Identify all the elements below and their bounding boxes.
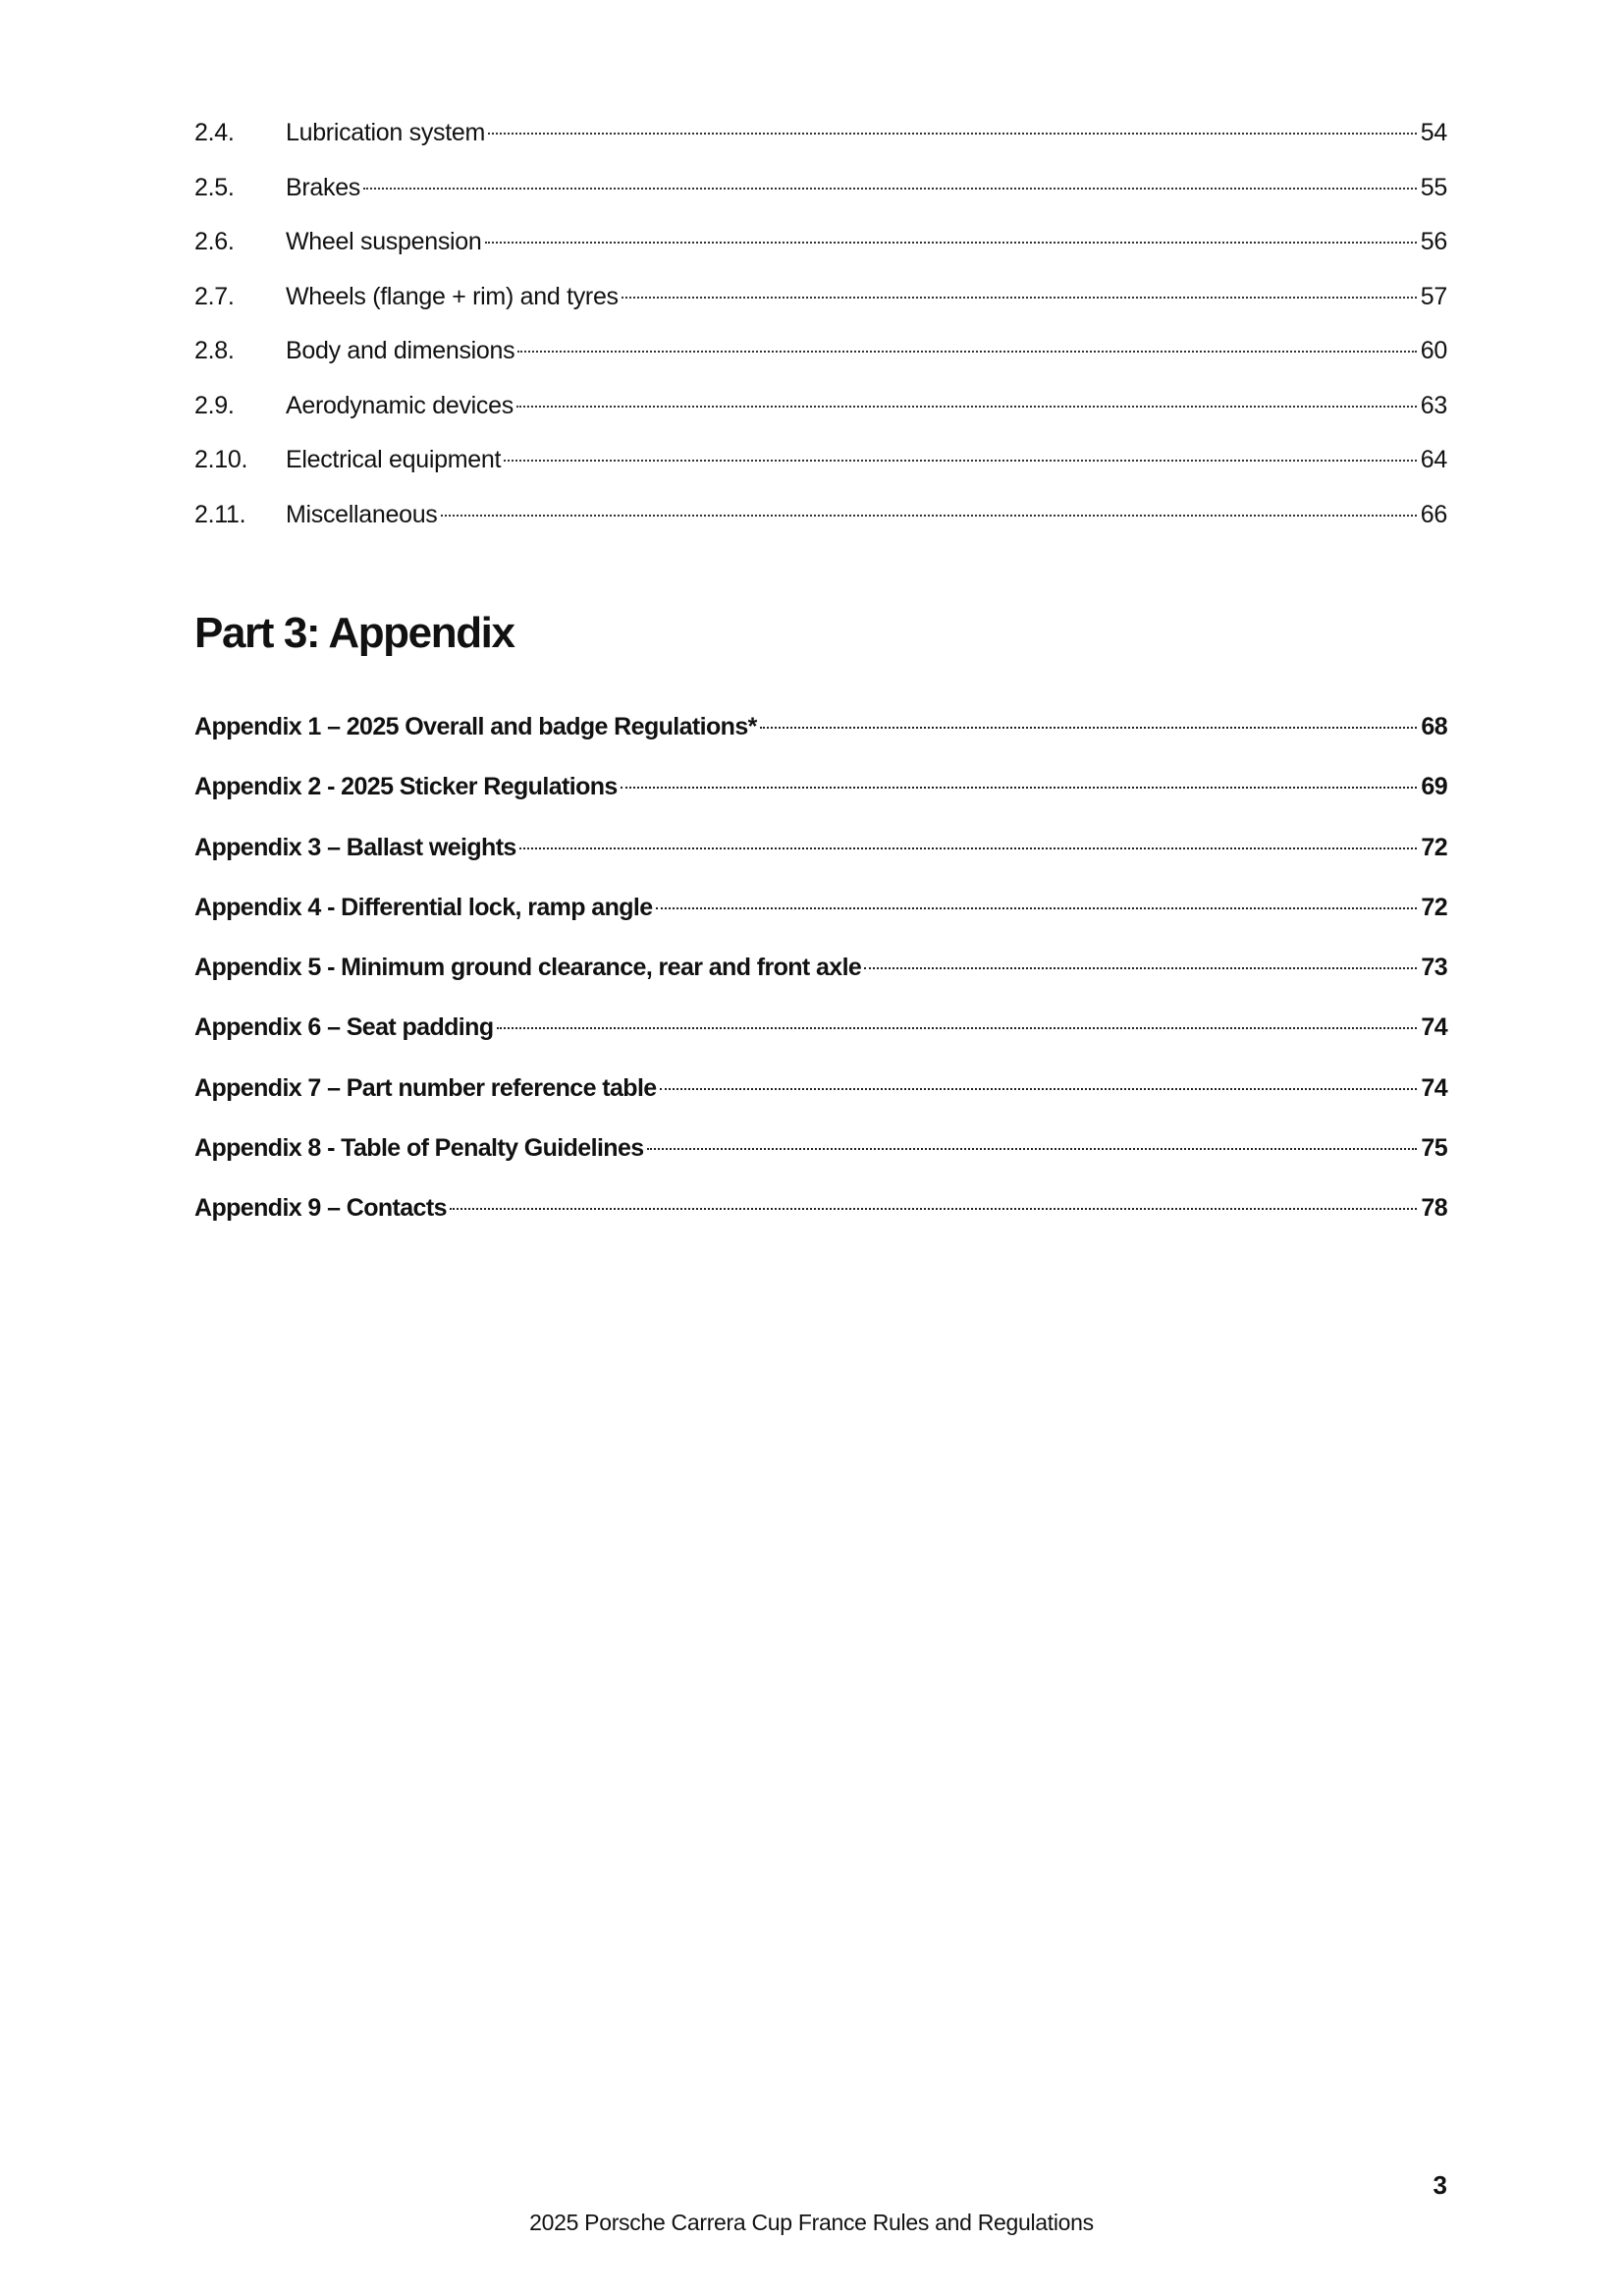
toc-appendix-entry[interactable] bbox=[194, 833, 1447, 893]
dot-leader bbox=[621, 787, 1418, 789]
toc-entry-number: 2.4. bbox=[194, 119, 235, 146]
toc-entry-number: 2.8. bbox=[194, 337, 235, 364]
dot-leader bbox=[516, 406, 1417, 408]
toc-appendix-page: 69 bbox=[1421, 773, 1447, 801]
toc-appendix-entry[interactable] bbox=[194, 1193, 1447, 1253]
toc-entry[interactable] bbox=[194, 118, 1447, 173]
dot-leader bbox=[517, 351, 1416, 353]
toc-entry-page: 56 bbox=[1420, 228, 1447, 255]
toc-entry-title: Wheel suspension bbox=[286, 228, 482, 255]
toc-entry-page: 60 bbox=[1420, 337, 1447, 364]
toc-entry[interactable] bbox=[194, 336, 1447, 391]
toc-entry-page: 66 bbox=[1420, 500, 1447, 528]
toc-entry[interactable] bbox=[194, 227, 1447, 282]
toc-appendix-page: 72 bbox=[1421, 833, 1447, 861]
toc-appendix-page: 68 bbox=[1421, 713, 1447, 740]
toc-appendix-title: Appendix 6 – Seat padding bbox=[194, 1013, 494, 1042]
toc-entry-page: 64 bbox=[1420, 446, 1447, 473]
dot-leader bbox=[647, 1148, 1418, 1150]
dot-leader bbox=[485, 242, 1417, 244]
dot-leader bbox=[660, 1088, 1418, 1090]
toc-appendix-page: 74 bbox=[1421, 1013, 1447, 1042]
toc-appendix-page: 78 bbox=[1421, 1194, 1447, 1223]
toc-appendix-title: Appendix 7 – Part number reference table bbox=[194, 1073, 657, 1102]
toc-entry-title: Body and dimensions bbox=[286, 337, 515, 364]
toc-appendix-title: Appendix 9 – Contacts bbox=[194, 1194, 447, 1223]
toc-appendix-page: 72 bbox=[1421, 893, 1447, 921]
toc-entry-page: 54 bbox=[1420, 119, 1447, 146]
toc-appendix-entry[interactable] bbox=[194, 953, 1447, 1012]
toc-entry-title: Brakes bbox=[286, 173, 361, 201]
toc-entry-page: 55 bbox=[1420, 173, 1447, 201]
toc-entry[interactable] bbox=[194, 282, 1447, 337]
toc-entry-page: 63 bbox=[1420, 391, 1447, 419]
toc-appendix-entry[interactable] bbox=[194, 1133, 1447, 1193]
toc-appendix-title: Appendix 1 – 2025 Overall and badge Regulations* bbox=[194, 713, 757, 740]
toc-entry[interactable] bbox=[194, 391, 1447, 446]
toc-appendix-entry[interactable] bbox=[194, 712, 1447, 772]
toc-entry-page: 57 bbox=[1420, 282, 1447, 310]
page-number: 3 bbox=[1433, 2170, 1447, 2200]
toc-entry-number: 2.7. bbox=[194, 282, 235, 310]
dot-leader bbox=[441, 515, 1417, 517]
toc-appendix-entry[interactable] bbox=[194, 1012, 1447, 1072]
toc-entry-title: Lubrication system bbox=[286, 119, 486, 146]
toc-entry-number: 2.5. bbox=[194, 173, 235, 201]
toc-appendix-page: 75 bbox=[1421, 1134, 1447, 1163]
toc-appendix-entry[interactable] bbox=[194, 772, 1447, 832]
toc-entry-title: Electrical equipment bbox=[286, 446, 502, 473]
toc-appendix-page: 74 bbox=[1421, 1073, 1447, 1102]
dot-leader bbox=[519, 847, 1418, 849]
toc-appendix-entry[interactable] bbox=[194, 1073, 1447, 1133]
toc-appendix-list bbox=[194, 712, 1447, 1254]
dot-leader bbox=[656, 907, 1418, 909]
footer-document-title: 2025 Porsche Carrera Cup France Rules and Regulations bbox=[529, 2210, 1094, 2235]
dot-leader bbox=[450, 1208, 1417, 1210]
dot-leader bbox=[497, 1027, 1418, 1029]
dot-leader bbox=[363, 188, 1417, 190]
toc-appendix-title: Appendix 4 - Differential lock, ramp angle bbox=[194, 893, 653, 921]
toc-entry[interactable] bbox=[194, 445, 1447, 500]
toc-entry-title: Aerodynamic devices bbox=[286, 391, 514, 419]
toc-entry-title: Miscellaneous bbox=[286, 500, 438, 528]
toc-entry-number: 2.6. bbox=[194, 228, 235, 255]
toc-sections-list bbox=[194, 118, 1447, 554]
part-heading: Part 3: Appendix bbox=[194, 609, 514, 657]
dot-leader bbox=[760, 727, 1418, 729]
toc-entry-number: 2.10. bbox=[194, 446, 248, 473]
dot-leader bbox=[864, 967, 1417, 969]
toc-appendix-title: Appendix 3 – Ballast weights bbox=[194, 833, 516, 861]
toc-entry[interactable] bbox=[194, 173, 1447, 228]
toc-entry-title: Wheels (flange + rim) and tyres bbox=[286, 282, 619, 310]
toc-appendix-page: 73 bbox=[1421, 954, 1447, 982]
toc-appendix-title: Appendix 2 - 2025 Sticker Regulations bbox=[194, 773, 618, 801]
dot-leader bbox=[488, 133, 1417, 135]
dot-leader bbox=[622, 297, 1417, 299]
toc-entry-number: 2.9. bbox=[194, 391, 235, 419]
toc-appendix-entry[interactable] bbox=[194, 893, 1447, 953]
toc-appendix-title: Appendix 5 - Minimum ground clearance, rear and front axle bbox=[194, 954, 862, 982]
dot-leader bbox=[504, 460, 1417, 462]
toc-appendix-title: Appendix 8 - Table of Penalty Guidelines bbox=[194, 1134, 644, 1163]
toc-entry[interactable] bbox=[194, 500, 1447, 555]
toc-entry-number: 2.11. bbox=[194, 500, 246, 528]
